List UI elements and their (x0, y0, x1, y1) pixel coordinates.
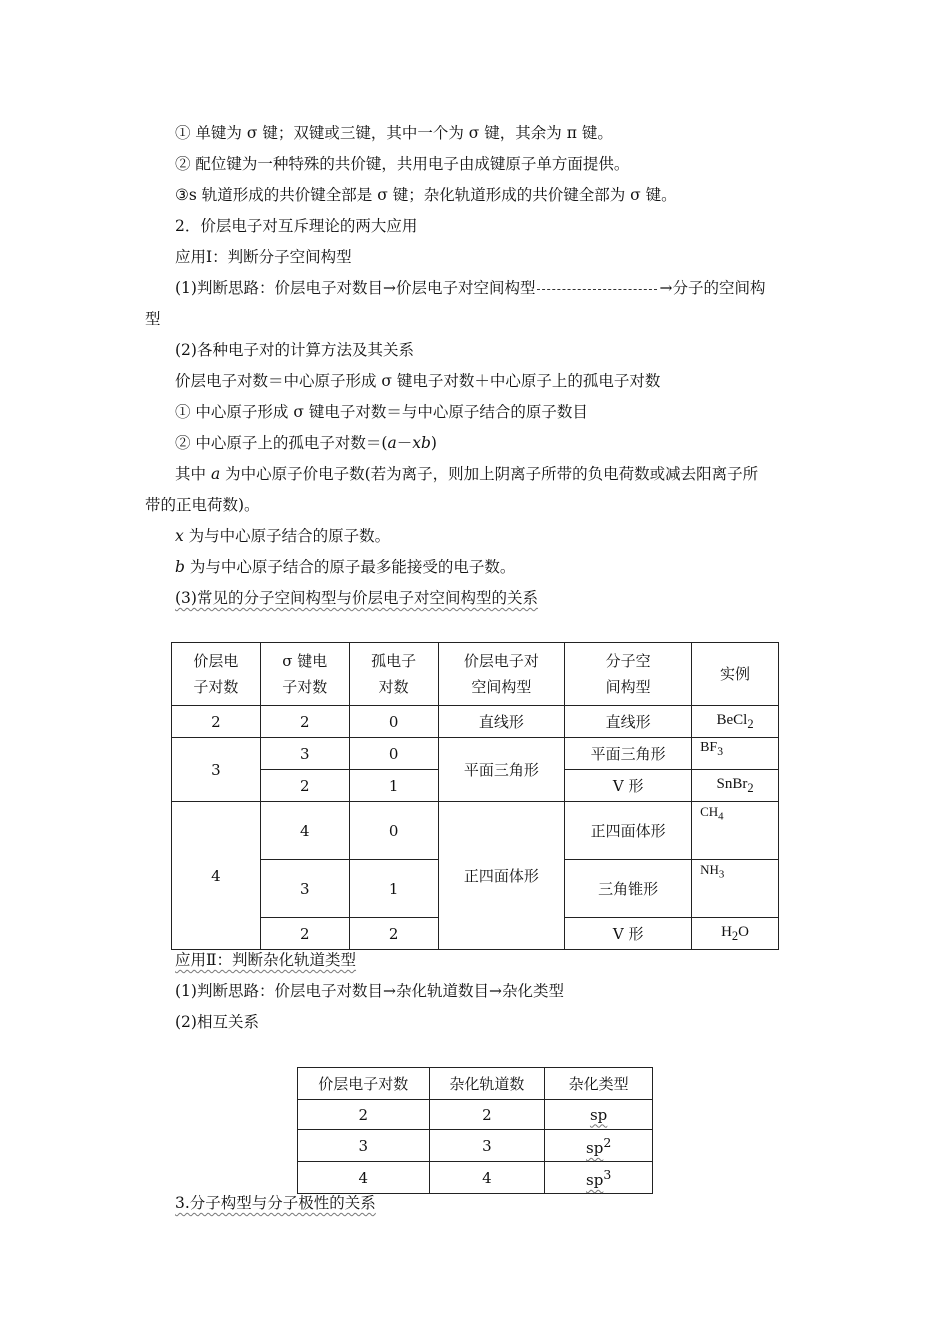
table1-caption: (3)常见的分子空间构型与价层电子对空间构型的关系 (175, 589, 538, 607)
hybridization-table (297, 1067, 653, 1194)
arrow-icon: → (382, 982, 396, 1000)
line-a-definition-cont: 带的正电荷数)。 (145, 496, 260, 514)
line-b-definition: b 为与中心原子结合的原子最多能接受的电子数。 (175, 558, 516, 576)
application-2-heading: 应用Ⅱ：判断杂化轨道类型 (175, 951, 357, 969)
table-header-row (172, 643, 779, 706)
line-judgment-idea-cont: 型 (145, 310, 161, 328)
table-row: 2 2 sp (298, 1100, 653, 1130)
dashed-arrow-icon (537, 289, 657, 290)
line-lone-pairs: ② 中心原子上的孤电子对数＝(a－xb) (175, 434, 437, 452)
line-s-orbital: ③s 轨道形成的共价键全部是 σ 键；杂化轨道形成的共价键全部为 σ 键。 (175, 186, 677, 204)
example-formula: $BF_3$ (692, 738, 779, 770)
table-row: 2 2 0 直线形 直线形 BeCl$_2$ (172, 706, 779, 738)
header-cell: 孤电子 对数 (349, 643, 438, 706)
line-hybrid-judgment: (1)判断思路：价层电子对数目→杂化轨道数目→杂化类型 (175, 982, 564, 1000)
judgment-step-3: 分子的空间构 (672, 279, 766, 297)
example-formula: $H_2O$ (692, 918, 779, 950)
judgment-step-2: 价层电子对空间构型 (395, 279, 536, 297)
header-cell: 价层电 子对数 (172, 643, 261, 706)
arrow-icon: → (659, 279, 673, 297)
example-formula: SnBr$_2$ (692, 770, 779, 802)
line-coordinate-bond: ② 配位键为一种特殊的共价键，共用电子由成键原子单方面提供。 (175, 155, 630, 173)
section-heading-2: 2．价层电子对互斥理论的两大应用 (175, 217, 418, 235)
example-formula: $NH_3$ (692, 860, 779, 918)
molecular-shape-table (171, 642, 779, 950)
line-formula: 价层电子对数＝中心原子形成 σ 键电子对数＋中心原子上的孤电子对数 (175, 372, 661, 390)
example-formula: $CH_4$ (692, 802, 779, 860)
header-cell: 价层电子对数 (298, 1068, 430, 1100)
example-formula: BeCl$_2$ (692, 706, 779, 738)
arrow-icon: → (488, 982, 502, 1000)
header-cell: 杂化类型 (545, 1068, 653, 1100)
arrow-icon: → (382, 279, 396, 297)
line-relationship: (2)相互关系 (175, 1013, 259, 1031)
line-calc-methods: (2)各种电子对的计算方法及其关系 (175, 341, 414, 359)
line-a-definition: 其中 a 为中心原子价电子数(若为离子，则加上阴离子所带的负电荷数或减去阳离子所 (175, 465, 759, 483)
table-row: 4 4 $sp^3$ (298, 1162, 653, 1194)
header-cell: 价层电子对 空间构型 (438, 643, 565, 706)
table-row: 3 3 $sp^2$ (298, 1130, 653, 1162)
table-row: 3 3 0 平面三角形 平面三角形 $BF_3$ (172, 738, 779, 770)
header-cell: 杂化轨道数 (429, 1068, 545, 1100)
table-header-row (298, 1068, 653, 1100)
header-cell: σ 键电 子对数 (260, 643, 349, 706)
section-heading-3: 3.分子构型与分子极性的关系 (175, 1194, 376, 1212)
line-x-definition: x 为与中心原子结合的原子数。 (175, 527, 391, 545)
line-sigma-pi: ① 单键为 σ 键；双键或三键，其中一个为 σ 键，其余为 π 键。 (175, 124, 613, 142)
line-sigma-pairs: ① 中心原子形成 σ 键电子对数＝与中心原子结合的原子数目 (175, 403, 588, 421)
application-1-heading: 应用Ⅰ：判断分子空间构型 (175, 248, 352, 266)
header-cell: 分子空 间构型 (565, 643, 692, 706)
table-row: 2 1 V 形 SnBr$_2$ (172, 770, 779, 802)
header-cell: 实例 (692, 643, 779, 706)
table-row: 2 2 V 形 $H_2O$ (172, 918, 779, 950)
table-row: 3 1 三角锥形 $NH_3$ (172, 860, 779, 918)
judgment-step-1: (1)判断思路：价层电子对数目 (175, 279, 383, 297)
line-judgment-idea (175, 278, 766, 298)
table-row: 4 4 0 正四面体形 正四面体形 $CH_4$ (172, 802, 779, 860)
